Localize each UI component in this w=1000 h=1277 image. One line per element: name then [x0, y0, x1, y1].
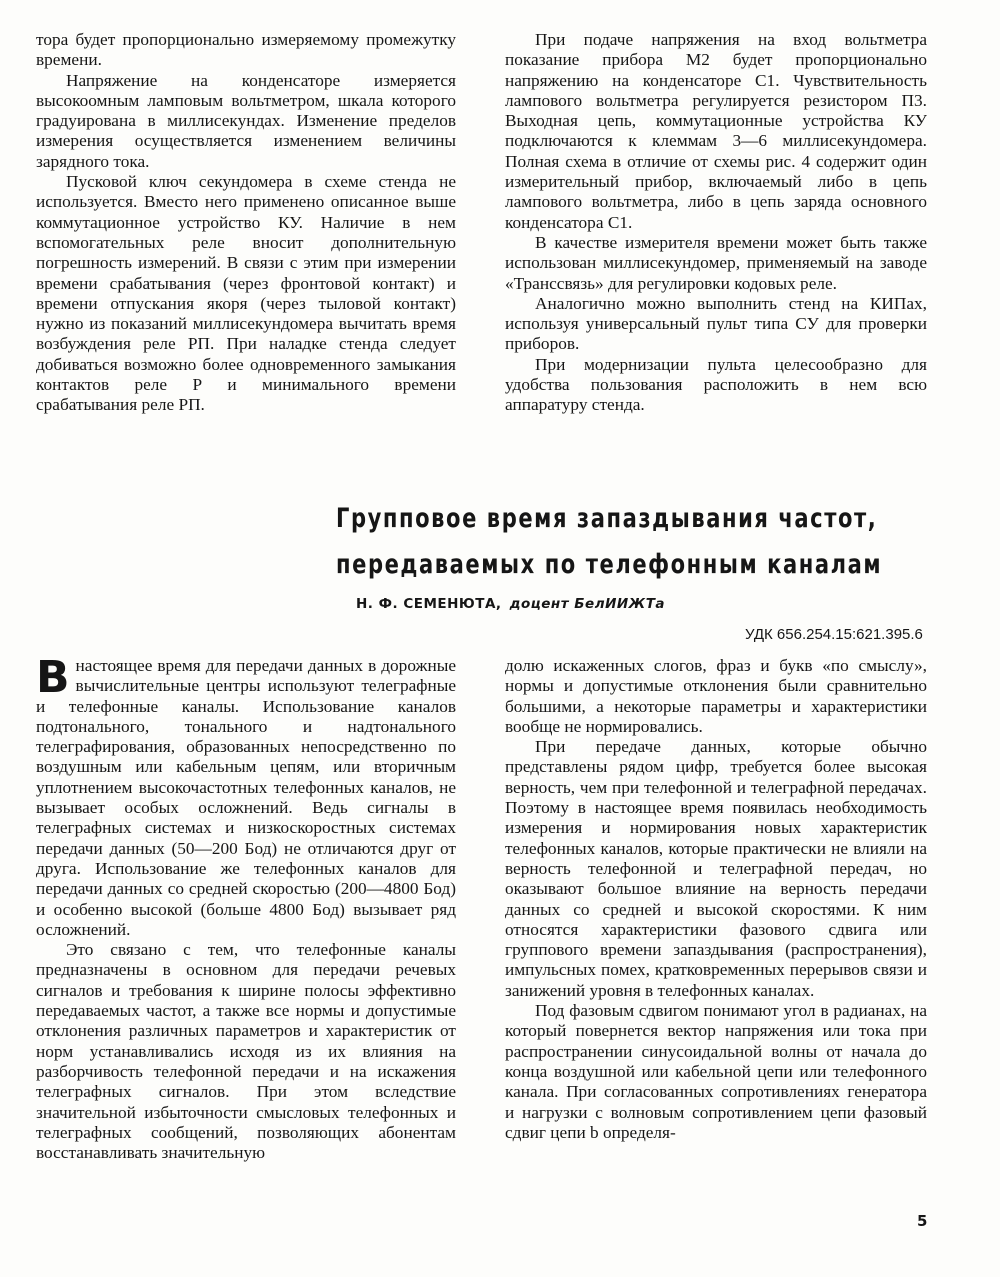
top-left-column — [36, 30, 456, 416]
article-author — [356, 596, 665, 612]
paragraph: При передаче данных, которые обычно представлены рядом цифр, требуется более высокая верность, чем при телефонной и телеграфной передачах. Поэтому в настоящее время появилась необходимость измерения и нормирования новых характеристик телефонных каналов, которые практически не влияли на верность телефонной и телеграфной передач, но оказывают большое влияние на верность передачи данных со средней и высокой скоростями. К ним относятся характеристики фазового сдвига или группового времени запаздывания (распространения), импульсных помех, кратковременных перерывов связи и занижений уровня в телефонных каналах. — [505, 737, 927, 1000]
drop-cap: В — [36, 652, 70, 703]
paragraph: При модернизации пульта целесообразно для удобства пользования расположить в нем всю аппаратуру стенда. — [505, 354, 927, 415]
paragraph: Напряжение на конденсаторе измеряется высокоомным ламповым вольтметром, шкала которого градуирована в миллисекундах. Изменение пределов измерения осуществляется изменением величины зарядного тока. — [36, 70, 456, 171]
title-line-2: передаваемых по телефонным каналам — [336, 549, 883, 580]
paragraph: Под фазовым сдвигом понимают угол в радианах, на который повернется вектор напряжения или тока при распространении синусоидальной волны от начала до конца воздушной или кабельной цепи или телефонного канала. При согласованных сопротивлениях генератора и нагрузки с волновым сопротивлением цепи фазовый сдвиг цепи b определя- — [505, 1001, 927, 1142]
bottom-left-column — [36, 652, 456, 1163]
paragraph: Пусковой ключ секундомера в схеме стенда не используется. Вместо него применено описанное выше коммутационное устройство КУ. Наличие в нем вспомогательных реле вносит дополнительную погрешность измерений. В связи с этим при измерении времени срабатывания (через фронтовой контакт) и времени отпускания якоря (через тыловой контакт) нужно из показаний миллисекундомера вычитать время возбуждения реле РП. При наладке стенда следует добиваться возможно более одновременного замыкания контактов реле Р и минимального времени срабатывания реле РП. — [36, 172, 456, 415]
article-title — [336, 496, 883, 588]
paragraph: Это связано с тем, что телефонные каналы предназначены в основном для передачи речевых сигналов и требования к ширине полосы эффективно передаваемых частот, а также все нормы и допустимые отклонения различных параметров и характеристик от норм устанавливались исходя из их влияния на разборчивость телефонной передачи и на искажения телеграфных сигналов. При этом вследствие значительной избыточности смысловых телефонных и телеграфных сообщений, позволяющих абонентам восстанавливать значительную — [36, 940, 456, 1163]
paragraph — [36, 652, 456, 940]
paragraph-text: настоящее время для передачи данных в дорожные вычислительные центры используют телеграфные и телефонные каналы. Использование каналов подтонального, тонального и надтонального телеграфирования, образованных непосредственно по воздушным или кабельным цепям, или вторичным уплотнением высокочастотных телефонных каналов, не вызывает особых осложнений. Ведь сигналы в телеграфных системах и низкоскоростных системах передачи данных (50—200 Бод) не отличаются друг от друга. Использование же телефонных каналов для передачи данных со средней скоростью (200—4800 Бод) и особенно высокой (больше 4800 Бод) вызывает ряд осложнений. — [36, 656, 456, 939]
author-role: доцент БелИИЖТа — [509, 596, 666, 612]
paragraph: тора будет пропорционально измеряемому промежутку времени. — [36, 30, 456, 70]
paragraph: При подаче напряжения на вход вольтметра показание прибора М2 будет пропорционально напряжению на конденсаторе С1. Чувствительность лампового вольтметра регулируется резистором П3. Выходная цепь, коммутационные устройства КУ подключаются к клеммам 3—6 миллисекундомера. Полная схема в отличие от схемы рис. 4 содержит один измерительный прибор, включаемый либо в цепь лампового вольтметра, либо в цепь заряда основного конденсатора С1. — [505, 30, 927, 232]
author-name: Н. Ф. СЕМЕНЮТА, — [356, 596, 502, 612]
paragraph: долю искаженных слогов, фраз и букв «по смыслу», нормы и допустимые отклонения были сравнительно большими, а некоторые параметры и характеристики вообще не нормировались. — [505, 656, 927, 736]
title-line-1: Групповое время запаздывания частот, — [336, 503, 878, 534]
udk-code: УДК 656.254.15:621.395.6 — [745, 626, 923, 643]
bottom-right-column — [505, 656, 927, 1143]
page-number: 5 — [917, 1212, 928, 1230]
paragraph: В качестве измерителя времени может быть также использован миллисекундомер, применяемый на заводе «Транссвязь» для регулировки кодовых реле. — [505, 232, 927, 293]
paragraph: Аналогично можно выполнить стенд на КИПах, используя универсальный пульт типа СУ для проверки приборов. — [505, 293, 927, 354]
top-right-column — [505, 30, 927, 416]
